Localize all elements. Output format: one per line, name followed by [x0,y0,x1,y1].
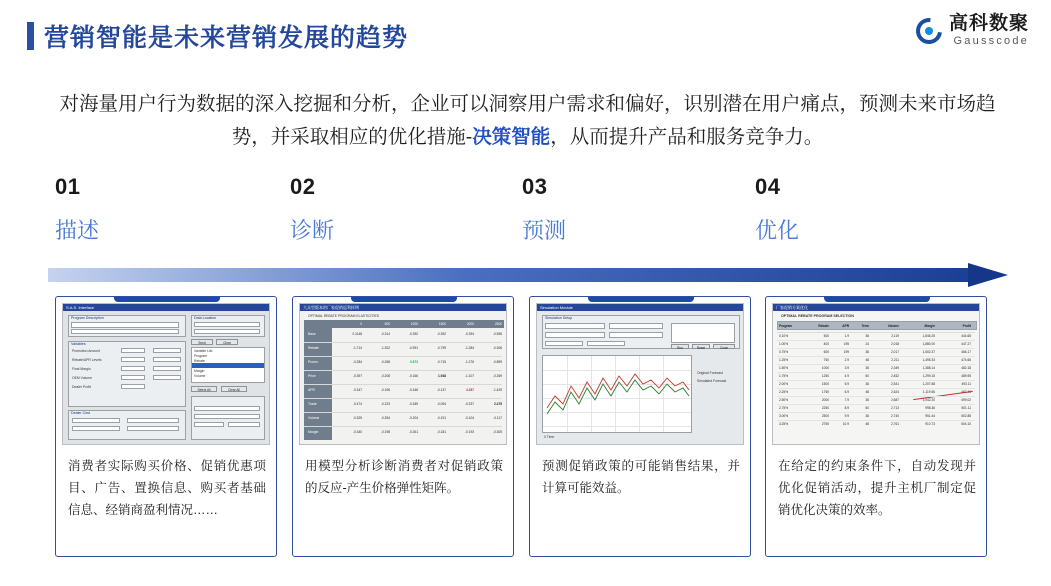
progress-arrow [48,266,1008,284]
thumb-field-label-1: Rebate/APR Levels [72,358,102,362]
card-caption: 消费者实际购买价格、促销优惠项目、广告、置换信息、购买者基础信息、经销商盈利情况…… [68,459,266,517]
card-predict [529,296,751,557]
card-row [0,296,1051,562]
thumb-bottom-label: Dealer Cost [71,411,90,415]
thumb-btn-select-all: Select All [191,386,217,392]
thumb-field-label-3: OEM Volume [72,376,92,380]
title-accent-bar [27,22,34,50]
card-tab [114,296,220,302]
card-caption: 用模型分析诊断消费者对促销政策的反应-产生价格弹性矩阵。 [305,459,503,495]
thumb-btn-reset: Reset [692,344,710,349]
logo-text-cn: 高科数聚 [948,13,1029,34]
step-number-row [0,174,1051,254]
thumb-group-label: Program Description [71,316,104,320]
thumb-btn-close: Close [713,344,735,349]
thumb-title: S.A.S. Interface [63,304,269,311]
matrix-col-headers: 0 500 1000 1500 2000 2500 [360,322,502,326]
gausscode-logo-icon [916,18,942,44]
card-tab [588,296,694,302]
card-diagnose [292,296,514,557]
step-item-01 [55,174,275,245]
screenshot-thumb-matrix: 大众型版本的厂家促销返利样例 OPTIMAL REBATE PROGRAM ELASTICITIES 0 500 1000 1500 2000 2500 Base Rebate Promo Price APR Trade Volume Margin 0.1148 -0.314 -0.392 -0.392 -0.394 -0.596 -1.714 -1.302 -0.991 -0.799 -1.284 -0.306 -0.284 -0.268 0.872 -0.715 -1.276 -0.899 -0.397 -0.208 -0.166 1.948 -1.107 -0.269 -0.347 -0.196 -0.166 -0.137 4.287 -1.429 -0.474 -0.223 -0.189 -0.094 -0.237 2.475 -0.325 -0.254 -0.204 -0.191 -0.104 -0.117 -0.340 -0.198 -0.261 -0.181 -0.193 -0.305 [299,303,507,445]
step-number: 02 [290,174,316,199]
step-label: 预测 [522,218,567,243]
card-tab [824,296,930,302]
step-number: 04 [755,174,781,199]
thumb-subtitle: OPTIMAL REBATE PROGRAM SELECTION [781,314,854,318]
card-caption: 在给定的约束条件下，自动发现并优化促销活动，提升主机厂制定促销优化决策的效率。 [778,459,976,517]
thumb-btn-clear: Clear [216,339,238,345]
thumb-title: Simulation Module [537,304,743,311]
step-item-03 [522,174,742,245]
thumb-group-label: Simulation Setup [545,316,573,320]
report-col-headers: Program Rebate APR Term Volume Margin Profit [779,324,971,328]
arrow-head-icon [968,263,1008,287]
thumb-subtitle: OPTIMAL REBATE PROGRAM ELASTICITIES [308,314,380,318]
card-describe [55,296,277,557]
chart-legend-1: Simulated Forecast [697,379,727,383]
thumb-title: 厂家促销方案优化 [773,304,979,311]
card-optimize [765,296,987,557]
page-title: 营销智能是未来营销发展的趋势 [44,24,409,52]
thumb-field-label-0: Promotion Amount [72,349,100,353]
intro-part-1: 对海量用户行为数据的深入挖掘和分析，企业可以洞察用户需求和偏好，识别潜在用户痛点，预测未来市场趋势，并采取相应的优化措施- [59,93,996,148]
thumb-group-label-2: Data Location [194,316,217,320]
thumb-field-label-4: Dealer Profit [72,385,91,389]
step-item-04 [755,174,975,245]
chart-legend-0: Original Forecast [697,371,723,375]
screenshot-thumb-form: S.A.S. Interface Program Description Data Location Send Clear Variables Promotion Amount Rebate/APR Levels Final Margin OEM Volume Dealer Profit Variable List Program Rebate Margin Volume Select All Clear All Dealer Cost [62,303,270,445]
thumb-btn-send: Send [191,339,213,345]
logo-text-en: Gausscode [953,35,1029,47]
step-label: 描述 [55,218,100,243]
step-number: 03 [522,174,548,199]
thumb-field-label-2: Final Margin [72,367,91,371]
intro-part-2: ，从而提升产品和服务竞争力。 [550,126,824,148]
arrow-shaft [48,268,973,282]
step-number: 01 [55,174,81,199]
card-tab [351,296,457,302]
thumb-btn-run: Run [671,344,689,349]
step-label: 诊断 [290,218,335,243]
intro-highlight: 决策智能 [472,126,551,148]
screenshot-thumb-chart: Simulation Module Simulation Setup Run Reset Close Original Forecast Simulated Forecast 0 Time [536,303,744,445]
brand-logo [916,14,1029,48]
step-label: 优化 [755,218,800,243]
page-header [0,13,1051,58]
card-caption: 预测促销政策的可能销售结果，并计算可能效益。 [542,459,740,495]
step-item-02 [290,174,510,245]
thumb-btn-clear-all: Clear All [221,386,247,392]
screenshot-thumb-report: 厂家促销方案优化 OPTIMAL REBATE PROGRAM SELECTION Program Rebate APR Term Volume Margin Profit 0.10% 500 1.9 36 2,119 1,846.25 444.65 1.00% 400 195 24 2,018 1,880.00 447.27 0.75% 600 199 36 2,017 1,602.37 466.17 1.25% 750 2.9 48 2,211 1,495.33 474.66 1.50% 1000 3.9 36 2,349 1,388.14 482.18 1.75% 1250 4.9 60 2,452 1,299.15 489.95 2.00% 1500 5.9 36 2,541 1,207.88 493.11 2.25% 1750 6.9 48 2,624 1,119.56 2.50% 2000 7.9 36 2,687 1,042.20 499.02 2.75% 2250 8.9 60 2,713 998.36 501.11 3.00% 2500 9.9 36 2,740 951.44 502.88 3.25% 2750 10.9 48 2,761 910.73 504.10 [772,303,980,445]
thumb-title: 大众型版本的厂家促销返利样例 [300,304,506,311]
thumb-group-label-3: Variables [71,342,86,346]
intro-paragraph [55,88,1000,154]
